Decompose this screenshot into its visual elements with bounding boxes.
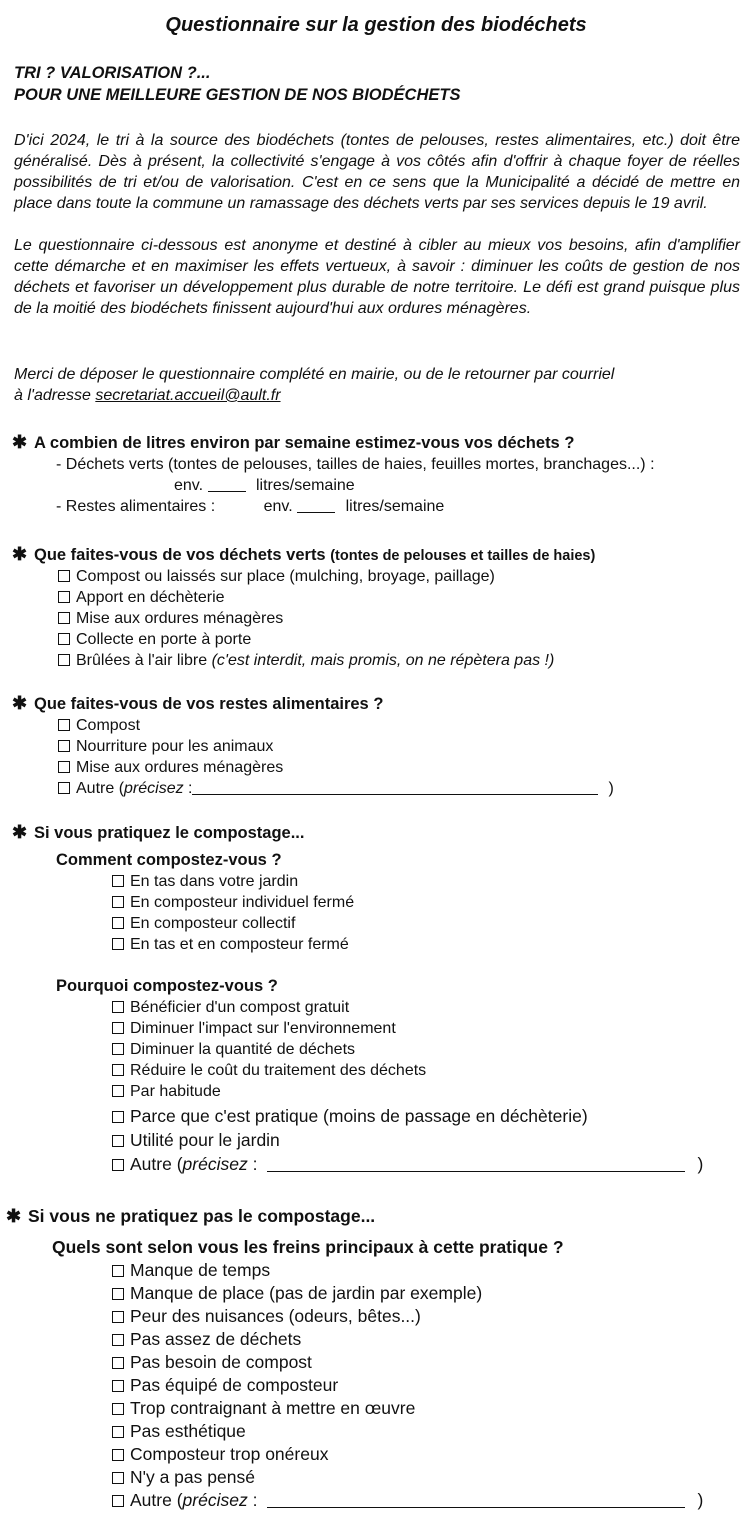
option-label: Pas besoin de compost xyxy=(130,1352,312,1372)
how-compost-heading: Comment compostez-vous ? xyxy=(56,851,282,869)
option-label: En composteur collectif xyxy=(130,915,296,932)
question-2-text: Que faites-vous de vos déchets verts xyxy=(34,546,326,564)
food-waste-option-2[interactable] xyxy=(58,737,273,757)
why-option-3[interactable] xyxy=(112,1040,355,1060)
question-3 xyxy=(12,693,383,714)
obstacle-option-2[interactable] xyxy=(112,1283,482,1303)
checkbox[interactable] xyxy=(112,1064,124,1076)
checkbox[interactable] xyxy=(58,612,70,624)
checkbox[interactable] xyxy=(112,1135,124,1147)
checkbox[interactable] xyxy=(112,1265,124,1277)
why-option-6[interactable] xyxy=(112,1106,588,1126)
green-waste-option-3[interactable] xyxy=(58,609,283,629)
checkbox[interactable] xyxy=(112,917,124,929)
option-label: Utilité pour le jardin xyxy=(130,1130,280,1150)
obstacle-option-3[interactable] xyxy=(112,1306,421,1326)
option-label: Mise aux ordures ménagères xyxy=(76,610,284,627)
food-waste-option-other[interactable] xyxy=(58,779,614,799)
env-label: env. xyxy=(174,477,204,494)
food-waste-label: - Restes alimentaires : xyxy=(56,498,216,515)
obstacle-option-9[interactable] xyxy=(112,1444,328,1464)
option-label: Parce que c'est pratique (moins de passage en déchèterie) xyxy=(130,1106,588,1126)
env-label: env. xyxy=(263,498,293,515)
checkbox[interactable] xyxy=(112,875,124,887)
how-option-2[interactable] xyxy=(112,893,354,913)
option-label: Composteur trop onéreux xyxy=(130,1444,329,1464)
asterisk-icon: ✱ xyxy=(12,822,28,842)
option-label: Manque de temps xyxy=(130,1260,271,1280)
option-label: Apport en déchèterie xyxy=(76,589,225,606)
obstacle-option-other[interactable] xyxy=(112,1490,703,1510)
why-option-1[interactable] xyxy=(112,998,349,1018)
green-waste-liters-field[interactable] xyxy=(208,477,246,492)
obstacle-option-1[interactable] xyxy=(112,1260,270,1280)
asterisk-icon: ✱ xyxy=(12,432,28,452)
how-option-4[interactable] xyxy=(112,935,349,955)
checkbox[interactable] xyxy=(112,1085,124,1097)
option-label: Diminuer l'impact sur l'environnement xyxy=(130,1020,396,1037)
green-waste-volume-label: - Déchets verts (tontes de pelouses, tailles de haies, feuilles mortes, branchages...) : xyxy=(56,456,655,473)
option-note: (c'est interdit, mais promis, on ne répètera pas !) xyxy=(211,652,555,669)
checkbox[interactable] xyxy=(58,761,70,773)
page-title: Questionnaire sur la gestion des biodéchets xyxy=(165,14,587,36)
unit-label: litres/semaine xyxy=(345,498,445,515)
intro-paragraph-2: Le questionnaire ci-dessous est anonyme et destiné à cibler au mieux vos besoins, afin d'amplifier cette démarche et en maximiser les effets vertueux, à savoir : diminuer les coûts de gestion de nos déchets et favoriser un développement plus durable de notre territoire. Le défi est grand puisque plus de la moitié des biodéchets finissent aujourd'hui aux ordures ménagères. xyxy=(14,237,740,317)
colon: : xyxy=(247,1490,258,1510)
close-paren: ) xyxy=(697,1490,704,1510)
option-label: N'y a pas pensé xyxy=(130,1467,255,1487)
question-3-text: Que faites-vous de vos restes alimentaires ? xyxy=(34,695,384,713)
checkbox[interactable] xyxy=(58,782,70,794)
checkbox[interactable] xyxy=(58,654,70,666)
precisez-label: précisez xyxy=(124,780,184,797)
option-label: Collecte en porte à porte xyxy=(76,631,252,648)
checkbox[interactable] xyxy=(112,1311,124,1323)
obstacle-option-8[interactable] xyxy=(112,1421,246,1441)
question-2 xyxy=(12,544,595,565)
obstacle-option-6[interactable] xyxy=(112,1375,338,1395)
checkbox[interactable] xyxy=(58,633,70,645)
option-label: Autre ( xyxy=(130,1490,183,1510)
obstacle-option-10[interactable] xyxy=(112,1467,255,1487)
option-label: Pas assez de déchets xyxy=(130,1329,302,1349)
checkbox[interactable] xyxy=(112,1403,124,1415)
option-label: Mise aux ordures ménagères xyxy=(76,759,284,776)
checkbox[interactable] xyxy=(112,1472,124,1484)
precisez-label: précisez xyxy=(182,1154,248,1174)
option-label: En tas dans votre jardin xyxy=(130,873,299,890)
checkbox[interactable] xyxy=(58,591,70,603)
colon: : xyxy=(183,780,193,797)
obstacle-option-7[interactable] xyxy=(112,1398,415,1418)
why-option-4[interactable] xyxy=(112,1061,426,1081)
why-option-other[interactable] xyxy=(112,1154,703,1174)
checkbox[interactable] xyxy=(112,1159,124,1171)
checkbox[interactable] xyxy=(112,1288,124,1300)
option-label: Diminuer la quantité de déchets xyxy=(130,1041,356,1058)
option-label: Compost ou laissés sur place (mulching, broyage, paillage) xyxy=(76,568,495,585)
option-label: Bénéficier d'un compost gratuit xyxy=(130,999,350,1016)
colon: : xyxy=(247,1154,258,1174)
checkbox[interactable] xyxy=(112,1357,124,1369)
food-waste-liters-field[interactable] xyxy=(297,498,335,513)
option-label: Compost xyxy=(76,717,141,734)
option-label: Réduire le coût du traitement des déchets xyxy=(130,1062,427,1079)
checkbox[interactable] xyxy=(112,1449,124,1461)
option-label: Par habitude xyxy=(130,1083,221,1100)
checkbox[interactable] xyxy=(58,719,70,731)
subtitle-line-1: TRI ? VALORISATION ?... xyxy=(14,64,211,82)
checkbox[interactable] xyxy=(112,1022,124,1034)
food-waste-option-3[interactable] xyxy=(58,758,283,778)
precisez-label: précisez xyxy=(182,1490,248,1510)
checkbox[interactable] xyxy=(112,1495,124,1507)
close-paren: ) xyxy=(608,780,614,797)
obstacles-heading: Quels sont selon vous les freins principaux à cette pratique ? xyxy=(52,1237,564,1257)
subtitle-line-2: POUR UNE MEILLEURE GESTION DE NOS BIODÉCHETS xyxy=(14,86,461,104)
asterisk-icon: ✱ xyxy=(6,1206,22,1226)
option-label: Autre ( xyxy=(130,1154,183,1174)
checkbox[interactable] xyxy=(112,1380,124,1392)
option-label: Trop contraignant à mettre en œuvre xyxy=(130,1398,416,1418)
intro-paragraph-1: D'ici 2024, le tri à la source des biodéchets (tontes de pelouses, restes alimentaires, etc.) doit être généralisé. Dès à présent, la collectivité s'engage à vos côtés afin d'offrir à chaque foyer de réelles possibilités de tri et/ou de valorisation. C'est en ce sens que la Municipalité a décidé de mettre en place dans toute la commune un ramassage des déchets verts par ses services depuis le 19 avril. xyxy=(14,132,740,212)
checkbox[interactable] xyxy=(58,740,70,752)
asterisk-icon: ✱ xyxy=(12,544,28,564)
checkbox[interactable] xyxy=(112,1043,124,1055)
checkbox[interactable] xyxy=(112,1334,124,1346)
green-waste-option-2[interactable] xyxy=(58,588,225,608)
asterisk-icon: ✱ xyxy=(12,693,28,713)
question-1 xyxy=(12,432,574,453)
food-waste-other-field[interactable] xyxy=(192,780,598,795)
food-waste-volume-row xyxy=(56,497,444,517)
why-option-5[interactable] xyxy=(112,1082,221,1102)
why-option-2[interactable] xyxy=(112,1019,396,1039)
option-label: Nourriture pour les animaux xyxy=(76,738,274,755)
question-2-note: (tontes de pelouses et tailles de haies) xyxy=(330,548,596,564)
checkbox[interactable] xyxy=(58,570,70,582)
checkbox[interactable] xyxy=(112,938,124,950)
how-option-1[interactable] xyxy=(112,872,298,892)
option-label: En tas et en composteur fermé xyxy=(130,936,349,953)
return-instructions-line-1: Merci de déposer le questionnaire complété en mairie, ou de le retourner par courriel xyxy=(14,366,615,383)
option-label: Brûlées à l'air libre xyxy=(76,652,212,669)
why-other-field[interactable] xyxy=(267,1157,685,1172)
option-label: Pas équipé de composteur xyxy=(130,1375,339,1395)
option-label: Pas esthétique xyxy=(130,1421,246,1441)
obstacle-option-5[interactable] xyxy=(112,1352,312,1372)
green-waste-option-5[interactable] xyxy=(58,651,554,671)
option-label: Autre ( xyxy=(76,780,125,797)
obstacle-option-4[interactable] xyxy=(112,1329,301,1349)
food-waste-option-1[interactable] xyxy=(58,716,140,736)
green-waste-option-1[interactable] xyxy=(58,567,495,587)
option-label: En composteur individuel fermé xyxy=(130,894,355,911)
return-instructions-line-2: à l'adresse xyxy=(14,387,96,404)
checkbox[interactable] xyxy=(112,1426,124,1438)
return-instructions xyxy=(14,364,740,406)
green-waste-option-4[interactable] xyxy=(58,630,251,650)
close-paren: ) xyxy=(697,1154,704,1174)
question-5-text: Si vous ne pratiquez pas le compostage... xyxy=(28,1206,376,1226)
why-option-7[interactable] xyxy=(112,1130,280,1150)
email-link[interactable]: secretariat.accueil@ault.fr xyxy=(95,387,281,404)
question-5 xyxy=(6,1206,375,1227)
green-waste-volume-row xyxy=(174,476,355,496)
question-1-text: A combien de litres environ par semaine estimez-vous vos déchets ? xyxy=(34,434,575,452)
option-label: Peur des nuisances (odeurs, bêtes...) xyxy=(130,1306,421,1326)
why-compost-heading: Pourquoi compostez-vous ? xyxy=(56,977,278,995)
obstacle-other-field[interactable] xyxy=(267,1493,685,1508)
option-label: Manque de place (pas de jardin par exemple) xyxy=(130,1283,483,1303)
checkbox[interactable] xyxy=(112,896,124,908)
checkbox[interactable] xyxy=(112,1001,124,1013)
how-option-3[interactable] xyxy=(112,914,295,934)
question-4-text: Si vous pratiquez le compostage... xyxy=(34,824,305,842)
unit-label: litres/semaine xyxy=(255,477,355,494)
question-4 xyxy=(12,822,304,843)
checkbox[interactable] xyxy=(112,1111,124,1123)
